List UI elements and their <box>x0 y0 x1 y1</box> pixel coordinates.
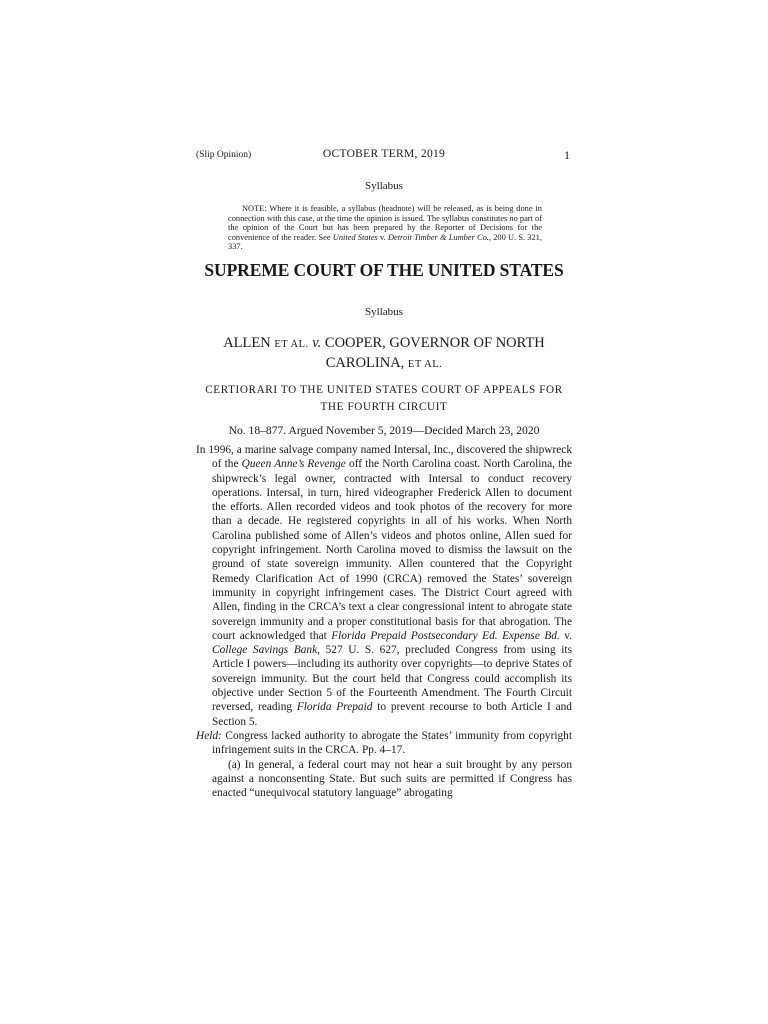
certiorari-line-1: CERTIORARI TO THE UNITED STATES COURT OF APPEALS FOR <box>205 384 563 396</box>
held-paragraph <box>196 729 572 758</box>
part-a-paragraph: (a) In general, a federal court may not hear a suit brought by any person against a nonconsenting State. But such suits are permitted if Congress has enacted “unequivocal statutory language” abrogating <box>212 758 572 800</box>
petitioner: ALLEN <box>223 335 271 351</box>
certiorari-line-2: THE FOURTH CIRCUIT <box>320 401 448 413</box>
case-caption <box>196 334 572 374</box>
certiorari-line <box>196 382 572 416</box>
held-label: Held: <box>196 729 222 742</box>
facts-text-2: off the North Carolina coast. North Carolina, the shipwreck’s legal owner, contracted with Intersal to conduct recovery operations. Intersal, in turn, hired videographer Frederick Allen to document the efforts. Allen recorded videos and took photos of the recovery for more than a decade. He registered copyrights in all of his works. When North Carolina published some of Allen’s videos and photos online, Allen sued for copyright infringement. North Carolina moved to dismiss the lawsuit on the ground of state sovereign immunity. Allen countered that the Copyright Remedy Clarification Act of 1990 (CRCA) removed the States’ sovereign immunity in copyright infringement cases. The District Court agreed with Allen, finding in the CRCA’s text a clear congressional intent to abrogate state sovereign immunity and a proper constitutional basis for that abrogation. The court acknowledged that <box>212 458 572 642</box>
docket-line: No. 18–877. Argued November 5, 2019—Decided March 23, 2020 <box>228 424 540 437</box>
note-tail: , 200 U. S. 321, 337. <box>228 232 542 252</box>
note-case-cite: United States <box>332 232 378 242</box>
court-name: SUPREME COURT OF THE UNITED STATES <box>204 260 564 280</box>
note-lead: NOTE: Where it is feasible, a syllabus (headnote) will be released, as is being done in connection with this case, at the time the opinion is issued. The syllabus constitutes no part of the opinion of the Court but has been prepared by the Reporter of Decisions for the convenience of the reader. See <box>228 204 542 242</box>
facts-text-4: to prevent recourse to both Article I and Section 5. <box>212 701 572 728</box>
held-text: Congress lacked authority to abrogate the States’ immunity from copyright infringement suits in the CRCA. Pp. 4–17. <box>212 729 572 757</box>
et-al-1: ET AL. <box>274 339 309 350</box>
syllabus-label: Syllabus <box>365 180 403 192</box>
case-cite-florida-prepaid: Florida Prepaid Postsecondary Ed. Expense Bd. <box>331 629 560 642</box>
versus: v. <box>312 335 322 351</box>
et-al-2: ET AL. <box>407 359 443 370</box>
page-number: 1 <box>564 148 570 162</box>
note-case-cite-2: Detroit Timber & Lumber Co. <box>387 232 489 242</box>
page-header <box>196 148 572 164</box>
facts-text-3: , 527 U. S. 627, precluded Congress from using its Article I powers—including its authority over copyrights—to deprive States of sovereign immunity. But the court held that Congress could accomplish its objective under Section 5 of the Fourteenth Amendment. The Fourth Circuit reversed, reading <box>212 644 572 714</box>
facts-text-1: In 1996, a marine salvage company named Intersal, Inc., discovered the shipwreck of the <box>196 444 572 471</box>
term-label: OCTOBER TERM, 2019 <box>322 148 446 160</box>
reporter-note <box>228 204 542 252</box>
facts-v: v. <box>559 629 572 642</box>
respondent-line-2: CAROLINA, <box>325 355 405 371</box>
slip-opinion-label: (Slip Opinion) <box>196 150 252 160</box>
caption-line-2 <box>196 354 572 374</box>
syllabus-body <box>196 443 572 800</box>
case-cite-florida-prepaid-short: Florida Prepaid <box>296 701 373 714</box>
facts-paragraph <box>196 443 572 729</box>
note-v: v. <box>377 232 388 242</box>
respondent-line-1: COOPER, GOVERNOR OF NORTH <box>324 335 545 351</box>
caption-line-1 <box>196 334 572 354</box>
ship-name: Queen Anne’s Revenge <box>241 458 346 471</box>
syllabus-label-2: Syllabus <box>365 306 403 318</box>
case-cite-college-savings: College Savings Bank <box>212 644 318 657</box>
